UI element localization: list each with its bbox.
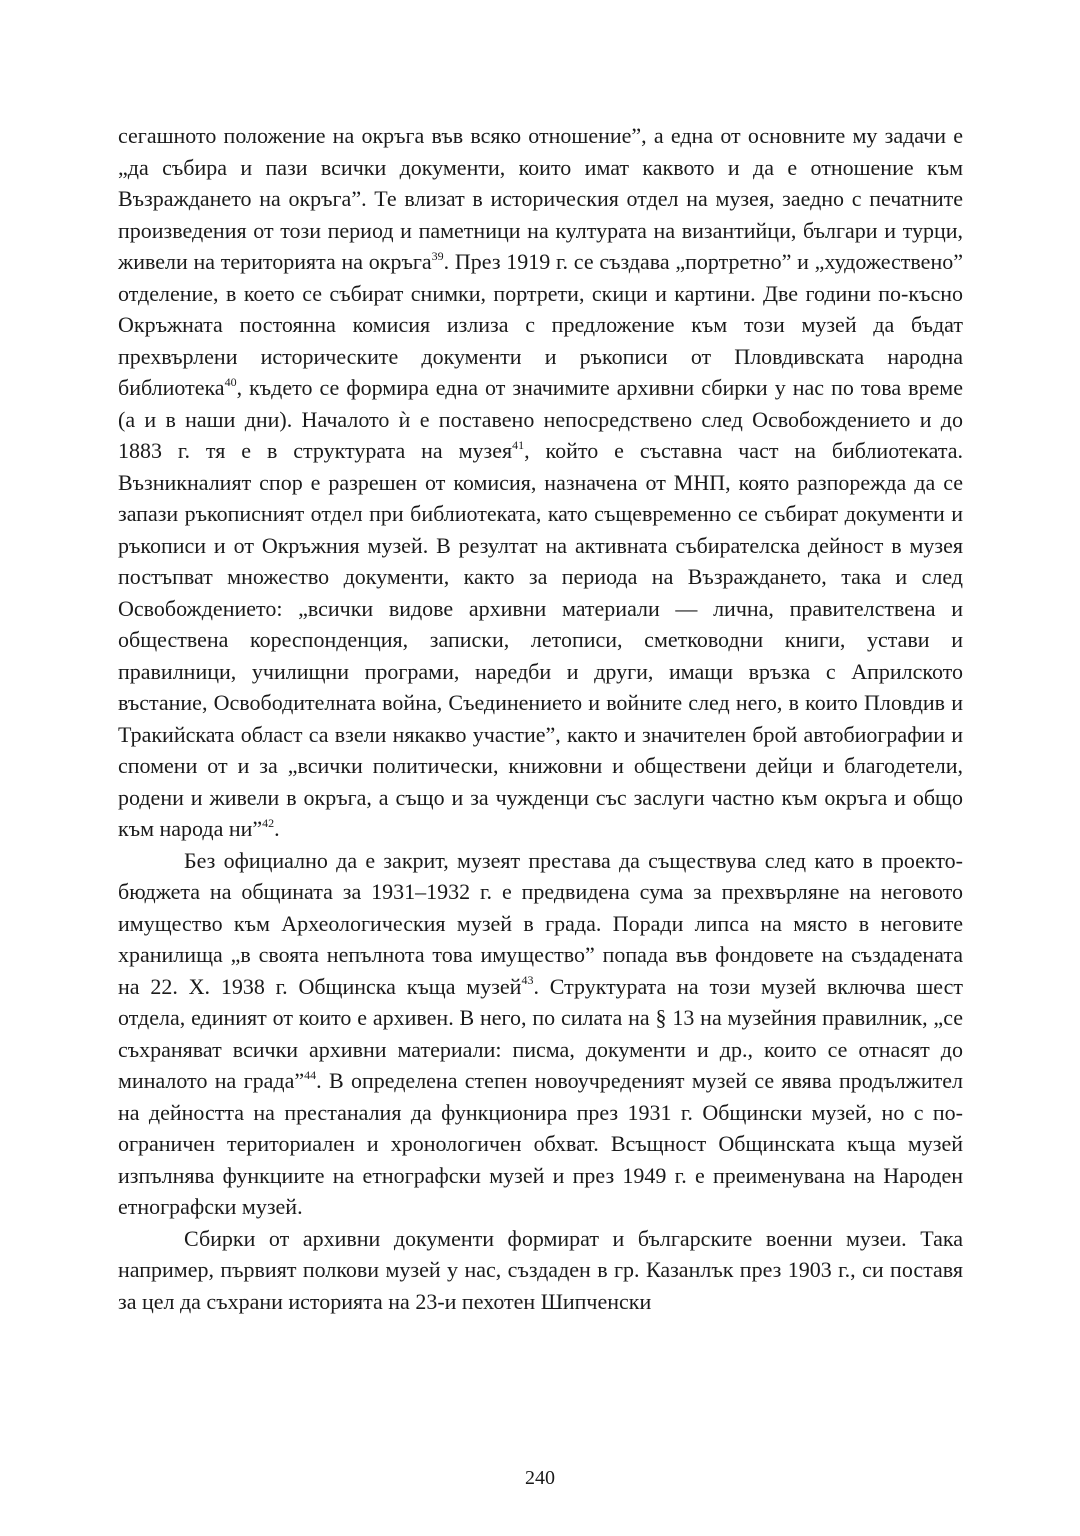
paragraph-2 [118, 845, 963, 1223]
text-run: . [274, 816, 280, 841]
text-run: Без официално да е закрит, музеят престава да съществува след като в проекто-бюджета на общината за 1931–1932 г. е предвидена сума за прехвърляне на неговото имущество към Археологическия музей в града. Поради липса на място в неговите хранилища „в своята непълнота това имущество” попада във фондовете на създадената на 22. X. 1938 г. Общинска къща музей [118, 847, 963, 999]
text-run: , където се формира една от значимите архивни сбирки у нас по това време (а и в наши дни). Началото ѝ е поставено непосредствено след Освобождението и до 1883 г. тя е в структурата на музея [118, 375, 963, 463]
footnote-ref-40: 40 [224, 374, 237, 389]
footnote-ref-41: 41 [512, 437, 525, 452]
text-run: . Структурата на този музей включва шест отдела, единият от които е архивен. В него, по силата на § 13 на музейния правилник, „се съхраняват всички архивни материали: писма, документи и др., които се отнасят до миналото на града” [118, 973, 963, 1093]
page-number: 240 [525, 1467, 555, 1489]
footnote-ref-39: 39 [431, 248, 444, 263]
paragraph-3 [118, 1223, 963, 1318]
text-run: . В определена степен новоучреденият музей се явява продължител на дейността на престаналия да функционира през 1931 г. Общински музей, но с поограничен териториален и хронологичен обхват. Всъщност Общинската къща музей изпълнява функциите на етнографски музей и през 1949 г. е преименувана на Народен етнографски музей. [118, 1068, 964, 1219]
text-run: сегашното положение на окръга във всяко отношение”, а една от основните му задачи е „да събира и пази всички документи, които имат каквото и да е отношение към Възраждането на окръга”. Те влизат в историческия отдел на музея, заедно с печатните произведения от този период и паметници на културата на византийци, българи и турци, живели на територията на окръга [118, 123, 963, 274]
footnote-ref-44: 44 [304, 1067, 317, 1082]
footnote-ref-42: 42 [262, 815, 275, 830]
body-text [118, 120, 963, 1317]
text-run: . През 1919 г. се създава „портретно” и „художествено” отделение, в което се събират снимки, портрети, скици и картини. Две години по-късно Окръжната постоянна комисия излиза с предложение към този музей да бъдат прехвърлени историческите документи и ръкописи от Пловдивската народна библиотека [118, 249, 963, 400]
text-run: , който е съставна част на библиотеката. Възникналият спор е разрешен от комисия, назначена от МНП, която разпорежда да се запази ръкописният отдел при библиотеката, като същевременно се събират документи и ръкописи и от Окръжния музей. В резултат на активната събирателска дейност в музея постъпват множество документи, както за периода на Възраждането, така и след Освобождението: „всички видове архивни материали — лична, правителствена и обществена кореспонденция, записки, летописи, сметководни книги, устави и правилници, училищни програми, наредби и други, имащи връзка с Априлското въстание, Освободителната война, Съединението и войните след него, в които Пловдив и Тракийската област са взели някакво участие”, както и значителен брой автобиографии и спомени от и за „всички политически, книжовни и обществени дейци и благодетели, родени и живели в окръга, а също и за чужденци със заслуги частно към окръга и общо към народа ни” [118, 438, 963, 841]
footnote-ref-43: 43 [521, 973, 534, 988]
text-run: Сбирки от архивни документи формират и българските военни музеи. Така например, първият полкови музей у нас, създаден в гр. Казанлък през 1903 г., си поставя за цел да съхрани историята на 23-и пехотен Шипченски [118, 1225, 963, 1314]
paragraph-1 [118, 120, 963, 845]
